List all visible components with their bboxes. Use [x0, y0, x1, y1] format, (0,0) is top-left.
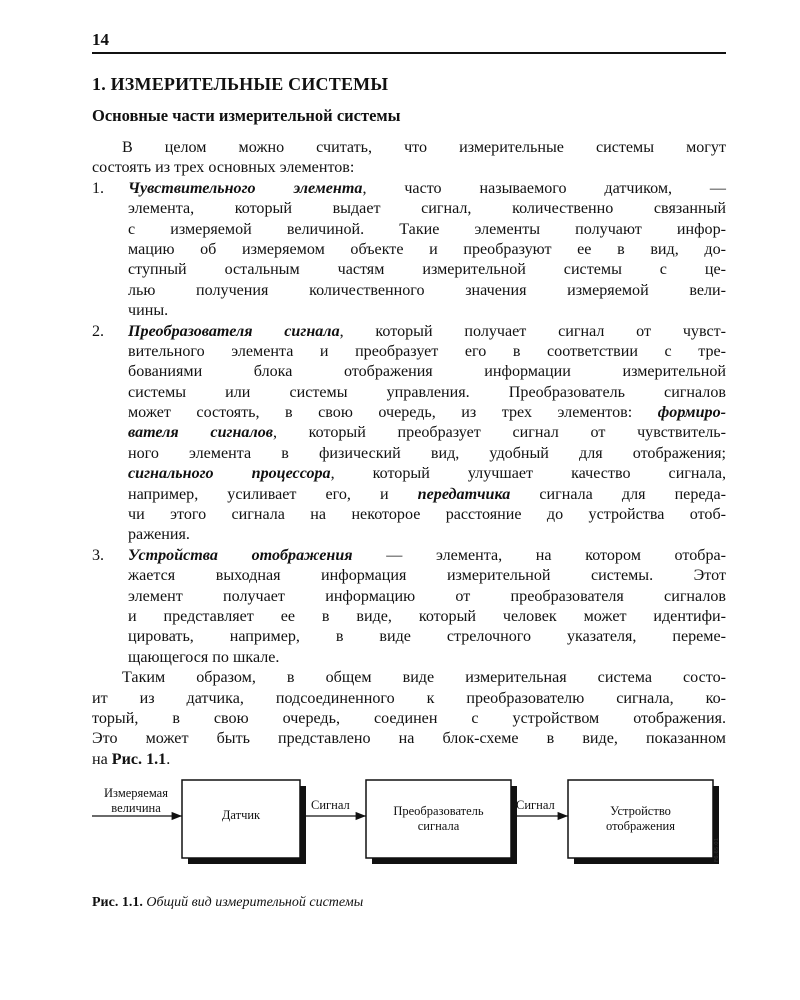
conclusion-line: на Рис. 1.1.: [92, 750, 171, 768]
term: Чувствительного элемента: [128, 179, 363, 197]
conclusion-line: торый, в свою очередь, соединен с устройством отображения.: [92, 709, 726, 727]
figure-code: F6.65.01: [714, 837, 720, 862]
term: формиро-: [657, 404, 726, 422]
text-line: элемента, который выдает сигнал, количественно связанный: [128, 200, 726, 218]
text-line: бованиями блока отображения информации измерительной: [128, 363, 726, 381]
text-line: щающегося по шкале.: [128, 648, 280, 666]
caption-label: Рис. 1.1.: [92, 895, 143, 910]
list-item-3: 3. Устройства отображения — элемента, на котором отобра-: [92, 546, 726, 566]
converter-label: Преобразователь сигнала: [393, 804, 484, 833]
text-line: и представляет ее в виде, который человек может идентифи-: [128, 607, 726, 625]
signal-label-1: Сигнал: [311, 798, 350, 812]
chapter-title: 1. ИЗМЕРИТЕЛЬНЫЕ СИСТЕМЫ: [92, 74, 389, 94]
text-line: например, усиливает его, и передатчика сигнала для переда-: [128, 485, 726, 503]
header-rule: [92, 52, 726, 54]
signal-label-2: Сигнал: [516, 798, 555, 812]
conclusion-line: Это может быть представлено на блок-схеме в виде, показанном: [92, 730, 726, 748]
text-line: ступный остальным частям измерительной системы с це-: [128, 261, 726, 279]
text-line: лью получения количественного значения измеряемой вели-: [128, 281, 726, 299]
list-number: 1.: [92, 179, 105, 197]
text-line: мацию об измеряемом объекте и преобразуют ее в вид, до-: [128, 240, 726, 258]
term: Устройства отображения: [128, 546, 353, 564]
text-line: чины.: [128, 302, 169, 320]
text-line: вительного элемента и преобразует его в соответствии с тре-: [128, 342, 726, 360]
page-number: 14: [92, 30, 109, 49]
text-line: вателя сигналов, который преобразует сигнал от чувствитель-: [128, 424, 727, 442]
sensor-label: Датчик: [221, 808, 261, 822]
figure-caption: [92, 895, 363, 911]
text-line: может состоять, в свою очередь, из трех элементов: формиро-: [128, 404, 726, 422]
caption-text: Общий вид измерительной системы: [146, 895, 364, 910]
conclusion-line: ит из датчика, подсоединенного к преобразователю сигнала, ко-: [92, 689, 726, 707]
intro-line: В целом можно считать, что измерительные системы могут: [122, 139, 726, 156]
list-number: 3.: [92, 546, 105, 564]
text-line: чи этого сигнала на некоторое расстояние до устройства отоб-: [128, 506, 726, 524]
list-number: 2.: [92, 322, 105, 340]
text-line: с измеряемой величиной. Такие элементы получают инфор-: [128, 220, 726, 238]
text-line: цировать, например, в виде стрелочного указателя, переме-: [128, 628, 726, 646]
conclusion-line: Таким образом, в общем виде измерительная система состо-: [122, 669, 726, 687]
term: сигнального процессора: [128, 465, 331, 483]
text-line: сигнального процессора, который улучшает качество сигнала,: [128, 465, 726, 483]
text-line: ного элемента в физический вид, удобный для отображения;: [128, 444, 726, 462]
text-line: ражения.: [128, 526, 190, 544]
list-item-1: 1. Чувствительного элемента, часто называемого датчиком, —: [92, 179, 726, 199]
body-text: [92, 138, 726, 770]
input-label: Измеряемая величина: [104, 786, 168, 815]
intro-line: состоять из трех основных элементов:: [92, 159, 355, 177]
list-item-2: 2. Преобразователя сигнала, который получает сигнал от чувст-: [92, 322, 726, 342]
block-diagram: [92, 778, 732, 878]
term: передатчика: [417, 485, 511, 503]
text-line: системы или системы управления. Преобразователь сигналов: [128, 383, 726, 401]
display-label: Устройство отображения: [606, 804, 675, 833]
term: вателя сигналов: [128, 424, 273, 442]
figure-reference: Рис. 1.1: [111, 750, 167, 768]
text-line: элемент получает информацию от преобразователя сигналов: [128, 587, 726, 605]
text-line: жается выходная информация измерительной системы. Этот: [128, 567, 726, 585]
section-title: Основные части измерительной системы: [92, 106, 401, 125]
term: Преобразователя сигнала: [128, 322, 340, 340]
